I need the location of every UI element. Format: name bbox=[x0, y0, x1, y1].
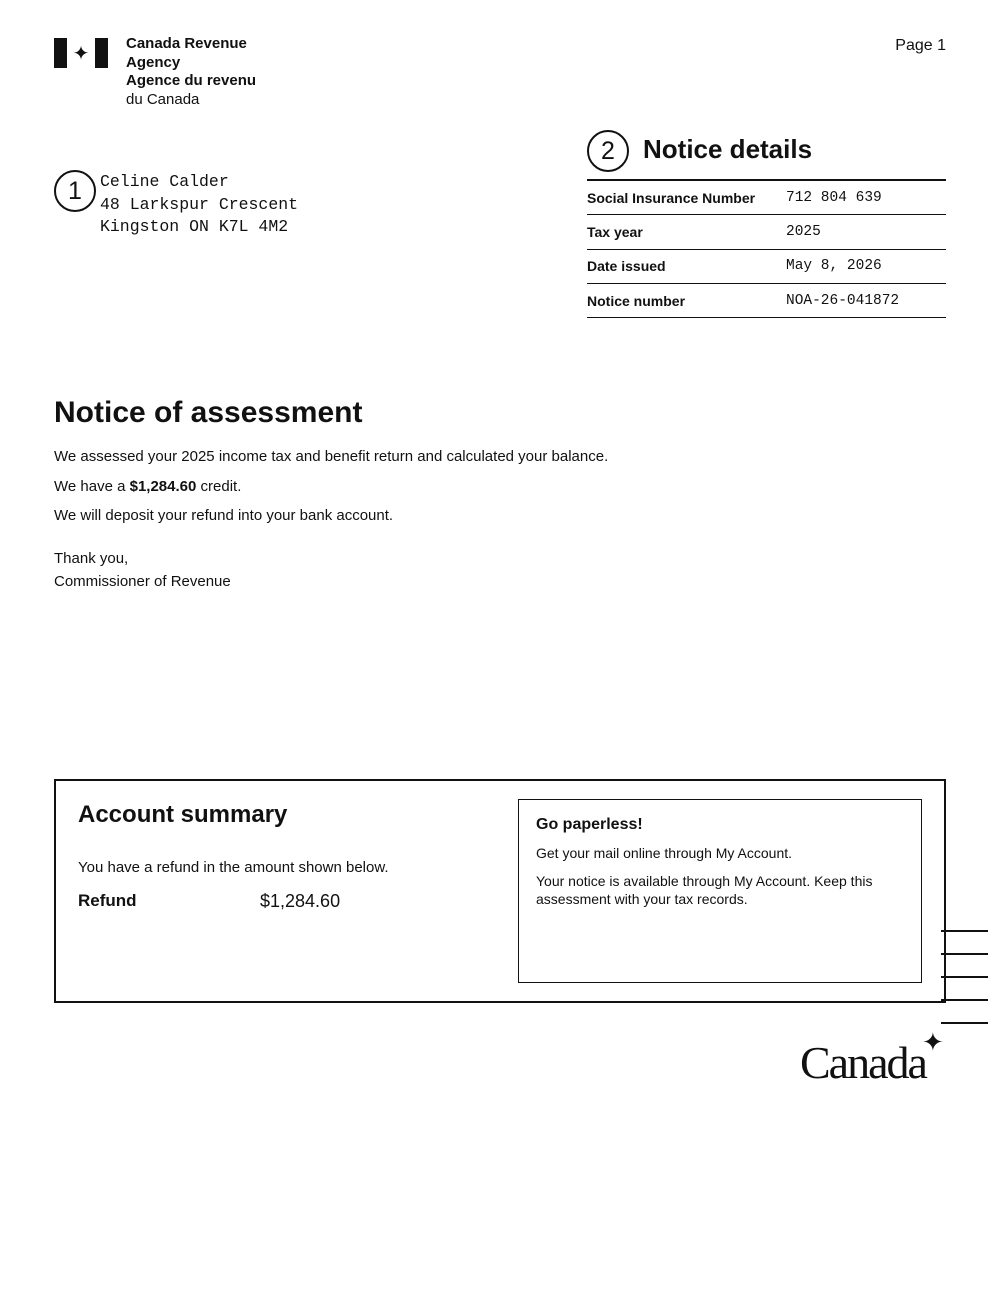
details-value: 2025 bbox=[786, 223, 821, 240]
account-summary-text: You have a refund in the amount shown below. bbox=[78, 859, 389, 876]
agency-fr-line1: Agence du revenu bbox=[126, 72, 257, 89]
paperless-title: Go paperless! bbox=[536, 816, 643, 833]
address-name: Celine Calder bbox=[100, 172, 229, 191]
assessment-title: Notice of assessment bbox=[54, 396, 363, 429]
margin-tick bbox=[941, 930, 988, 932]
details-value: NOA-26-041872 bbox=[786, 292, 900, 309]
assessment-line3: We will deposit your refund into your bank account. bbox=[54, 507, 394, 524]
closing-thanks: Thank you, bbox=[54, 550, 129, 567]
refund-value: $1,284.60 bbox=[260, 891, 341, 911]
maple-leaf-icon: ✦ bbox=[922, 1028, 944, 1058]
notice-details-title: Notice details bbox=[643, 134, 813, 164]
credit-prefix: We have a bbox=[54, 478, 130, 495]
details-row-date-issued bbox=[587, 250, 946, 284]
maple-leaf-icon: ✦ bbox=[72, 41, 90, 65]
address-street: 48 Larkspur Crescent bbox=[100, 194, 299, 214]
margin-tick bbox=[941, 953, 988, 955]
agency-en-line1: Canada Revenue bbox=[126, 35, 247, 52]
credit-suffix: credit. bbox=[196, 478, 242, 495]
refund-label: Refund bbox=[78, 891, 137, 910]
account-summary-box bbox=[54, 779, 946, 1003]
credit-amount: $1,284.60 bbox=[129, 478, 197, 495]
closing-signer: Commissioner of Revenue bbox=[54, 573, 231, 590]
margin-tick bbox=[941, 1022, 988, 1024]
details-value: May 8, 2026 bbox=[786, 258, 882, 275]
canada-wordmark: Canada bbox=[800, 1037, 926, 1088]
paperless-line1: Get your mail online through My Account. bbox=[536, 845, 793, 861]
section-number-details: 2 bbox=[587, 130, 629, 172]
account-summary-title: Account summary bbox=[78, 801, 288, 828]
notice-details-table bbox=[587, 179, 946, 318]
details-row-tax-year bbox=[587, 215, 946, 249]
paperless-line2: Your notice is available through My Account. Keep this assessment with your tax records. bbox=[536, 873, 873, 907]
agency-name bbox=[126, 35, 256, 109]
details-row-sin bbox=[587, 181, 946, 215]
assessment-line1: We assessed your 2025 income tax and benefit return and calculated your balance. bbox=[54, 448, 609, 465]
details-value: 712 804 639 bbox=[786, 189, 882, 206]
flag-bar-right bbox=[95, 38, 108, 68]
details-label: Social Insurance Number bbox=[587, 189, 756, 206]
details-label: Notice number bbox=[587, 292, 686, 309]
agency-fr-line2: du Canada bbox=[126, 90, 200, 108]
flag-bar-left bbox=[54, 38, 67, 68]
assessment-line2 bbox=[54, 478, 241, 495]
agency-en-line2: Agency bbox=[126, 53, 181, 71]
details-label: Tax year bbox=[587, 223, 643, 240]
details-row-notice-number bbox=[587, 284, 946, 318]
paperless-box bbox=[518, 799, 922, 983]
page-number: Page 1 bbox=[895, 37, 946, 54]
address-city: Kingston ON K7L 4M2 bbox=[100, 217, 289, 236]
details-label: Date issued bbox=[587, 258, 666, 275]
section-number-address: 1 bbox=[54, 170, 96, 212]
margin-tick bbox=[941, 999, 988, 1001]
margin-tick bbox=[941, 976, 988, 978]
closing bbox=[54, 547, 231, 593]
government-logo bbox=[54, 38, 108, 68]
mailing-address bbox=[100, 171, 298, 239]
